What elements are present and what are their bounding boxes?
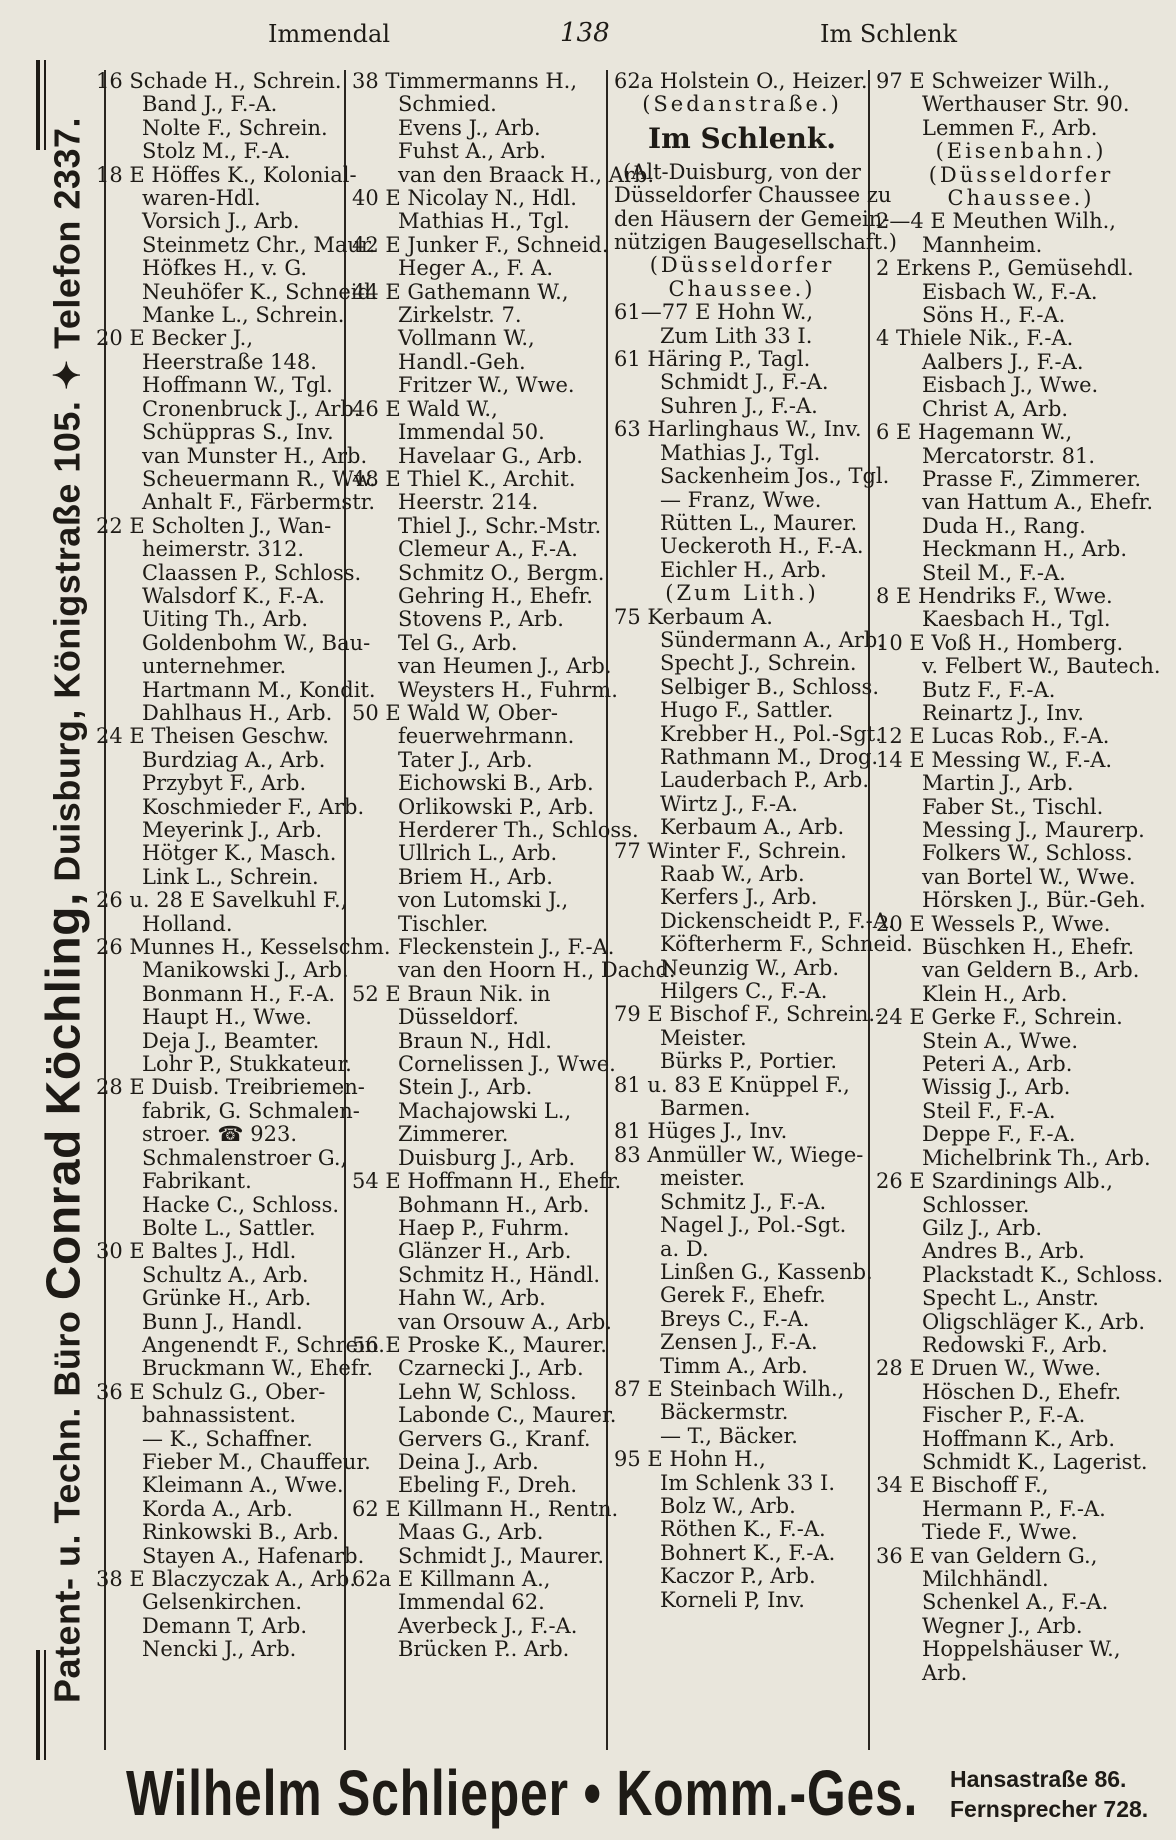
directory-entry: Hörsken J., Bür.-Geh.: [922, 888, 1146, 913]
directory-entry: Dahlhaus H., Arb.: [142, 700, 333, 725]
directory-entry: Specht L., Anstr.: [922, 1286, 1099, 1311]
directory-entry: Timm A., Arb.: [660, 1353, 808, 1378]
directory-entry: Duda H., Rang.: [922, 513, 1086, 538]
directory-entry: van Munster H., Arb.: [142, 443, 368, 468]
directory-entry: Glänzer H., Arb.: [398, 1239, 572, 1264]
directory-entry: Linßen G., Kassenb.: [660, 1259, 873, 1284]
directory-entry: 48 E Thiel K., Archit.: [352, 466, 576, 491]
directory-entry: Lauderbach P., Arb.: [660, 768, 870, 793]
directory-entry: Uiting Th., Arb.: [142, 607, 309, 632]
directory-entry: Redowski F., Arb.: [922, 1332, 1108, 1357]
directory-entry: waren-Hdl.: [142, 186, 261, 211]
directory-entry: Deja J., Beamter.: [142, 1028, 320, 1053]
directory-entry: (Eisenbahn.): [935, 139, 1107, 164]
directory-entry: 26 E Szardinings Alb.,: [876, 1169, 1113, 1194]
footer-company: Wilhelm Schlieper • Komm.-Ges.: [126, 1757, 919, 1829]
directory-entry: Maas G., Arb.: [398, 1520, 544, 1545]
directory-entry: Lemmen F., Arb.: [922, 115, 1098, 140]
directory-entry: 46 E Wald W.,: [352, 396, 498, 421]
directory-entry: 34 E Bischoff F.,: [876, 1473, 1049, 1498]
directory-entry: Gerek F., Ehefr.: [660, 1283, 826, 1308]
directory-entry: Havelaar G., Arb.: [398, 443, 583, 468]
directory-entry: Deppe F., F.-A.: [922, 1122, 1076, 1147]
directory-entry: 4 Thiele Nik., F.-A.: [876, 326, 1074, 351]
directory-entry: 28 E Duisb. Treibriemen-: [96, 1075, 365, 1100]
directory-entry: Manke L., Schrein.: [142, 303, 345, 328]
directory-entry: Heckmann H., Arb.: [922, 537, 1128, 562]
directory-entry: Immendal 50.: [398, 420, 545, 445]
directory-entry: Gilz J., Arb.: [922, 1215, 1043, 1240]
directory-entry: 10 E Voß H., Homberg.: [876, 630, 1124, 655]
directory-entry: Michelbrink Th., Arb.: [922, 1145, 1151, 1170]
directory-entry: Band J., F.-A.: [142, 92, 278, 117]
directory-entry: 44 E Gathemann W.,: [352, 279, 569, 304]
directory-entry: Hoffmann W., Tgl.: [142, 373, 333, 398]
directory-entry: Neuhöfer K., Schneid.: [142, 279, 378, 304]
directory-entry: Claassen P., Schloss.: [142, 560, 362, 585]
directory-entry: 28 E Druen W., Wwe.: [876, 1356, 1102, 1381]
directory-entry: Bohmann H., Arb.: [398, 1192, 590, 1217]
directory-entry: Bolz W., Arb.: [660, 1493, 796, 1518]
directory-entry: Hilgers C., F.-A.: [660, 979, 828, 1004]
directory-entry: Rinkowski B., Arb.: [142, 1520, 340, 1545]
directory-entry: Demann T, Arb.: [142, 1613, 308, 1638]
directory-entry: fabrik, G. Schmalen-: [142, 1098, 360, 1123]
directory-entry: Brücken P.. Arb.: [398, 1637, 570, 1662]
directory-entry: Düsseldorfer Chaussee zu: [614, 183, 892, 208]
directory-entry: van Heumen J., Arb.: [398, 654, 612, 679]
directory-entry: 81 Hüges J., Inv.: [614, 1119, 788, 1144]
directory-entry: Bäckermstr.: [660, 1400, 789, 1425]
directory-entry: Zirkelstr. 7.: [398, 303, 522, 328]
directory-entry: Lohr P., Stukkateur.: [142, 1052, 352, 1077]
directory-entry: Stolz M., F.-A.: [142, 139, 291, 164]
directory-entry: Czarnecki J., Arb.: [398, 1356, 584, 1381]
directory-entry: Bunn J., Handl.: [142, 1309, 303, 1334]
directory-entry: 81 u. 83 E Knüppel F.,: [614, 1072, 850, 1097]
directory-entry: 20 E Becker J.,: [96, 326, 254, 351]
directory-entry: Haep P., Fuhrm.: [398, 1215, 570, 1240]
directory-entry: Holland.: [142, 911, 233, 936]
directory-entry: Arb.: [922, 1660, 968, 1685]
directory-entry: Kerbaum A., Arb.: [660, 815, 845, 840]
directory-entry: Briem H., Arb.: [398, 864, 553, 889]
directory-entry: Heger A., F. A.: [398, 256, 554, 281]
directory-entry: 54 E Hoffmann H., Ehefr.: [352, 1169, 622, 1194]
directory-entry: Kaczor P., Arb.: [660, 1564, 816, 1589]
directory-entry: Hötger K., Masch.: [142, 841, 337, 866]
directory-entry: Raab W., Arb.: [660, 862, 805, 886]
directory-entry: Schmidt J., F.-A.: [660, 370, 829, 395]
footer-phone: Fernsprecher 728.: [950, 1796, 1149, 1822]
directory-entry: Stovens P., Arb.: [398, 607, 564, 632]
directory-entry: Nencki J., Arb.: [142, 1637, 297, 1662]
directory-entry: Eisbach W., F.-A.: [922, 279, 1098, 304]
directory-column-1: [96, 69, 391, 1662]
directory-entry: Chaussee.): [947, 186, 1095, 211]
directory-entry: Orlikowski P., Arb.: [398, 794, 595, 819]
directory-entry: Goldenbohm W., Bau-: [142, 630, 371, 655]
directory-entry: Aalbers J., F.-A.: [922, 349, 1084, 374]
directory-entry: Chaussee.): [668, 276, 816, 301]
directory-entry: Link L., Schrein.: [142, 864, 319, 889]
directory-entry: 2 Erkens P., Gemüsehdl.: [876, 256, 1134, 281]
directory-entry: Zimmerer.: [398, 1122, 509, 1147]
directory-entry: Gelsenkirchen.: [142, 1590, 303, 1615]
directory-entry: 30 E Baltes J., Hdl.: [96, 1239, 297, 1264]
directory-entry: Thiel J., Schr.-Mstr.: [398, 513, 602, 538]
directory-entry: 2—4 E Meuthen Wilh.,: [876, 209, 1116, 234]
directory-entry: Mathias H., Tgl.: [398, 209, 570, 234]
directory-entry: 75 Kerbaum A.: [614, 604, 773, 629]
directory-entry: Prasse F., Zimmerer.: [922, 466, 1142, 491]
directory-entry: (Sedanstraße.): [642, 92, 842, 117]
directory-entry: Steil M., F.-A.: [922, 560, 1066, 585]
directory-entry: Andres B., Arb.: [922, 1239, 1085, 1264]
directory-entry: Fritzer W., Wwe.: [398, 373, 575, 398]
directory-entry: Hermann P., F.-A.: [922, 1496, 1106, 1521]
directory-entry: 22 E Scholten J., Wan-: [96, 513, 332, 538]
directory-entry: Neunzig W., Arb.: [660, 955, 840, 980]
directory-entry: Tiede F., Wwe.: [922, 1520, 1078, 1545]
directory-entry: v. Felbert W., Bautech.: [922, 654, 1161, 679]
directory-entry: Hugo F., Sattler.: [660, 698, 834, 723]
directory-entry: Rathmann M., Drog.: [660, 744, 879, 769]
directory-entry: von Lutomski J.,: [398, 888, 569, 913]
directory-entry: Fischer P., F.-A.: [922, 1403, 1086, 1428]
directory-entry: Mercatorstr. 81.: [922, 443, 1096, 468]
directory-entry: Bohnert K., F.-A.: [660, 1540, 836, 1565]
directory-entry: Fieber M., Chauffeur.: [142, 1449, 371, 1474]
directory-entry: 38 E Blaczyczak A., Arb.: [96, 1567, 357, 1591]
directory-entry: 79 E Bischof F., Schrein.-: [614, 1002, 883, 1027]
directory-entry: Korneli P, Inv.: [660, 1587, 805, 1612]
directory-entry: Deina J., Arb.: [398, 1449, 539, 1474]
directory-entry: 83 Anmüller W., Wiege-: [614, 1142, 864, 1167]
directory-entry: Hahn W., Arb.: [398, 1286, 546, 1311]
directory-entry: 61—77 E Hohn W.,: [614, 300, 814, 325]
directory-entry: 63 Harlinghaus W., Inv.: [614, 417, 862, 442]
directory-entry: Kerfers J., Arb.: [660, 885, 818, 910]
directory-entry: Handl.-Geh.: [398, 349, 526, 374]
footer-advertisement: [110, 1756, 1160, 1832]
directory-entry: Walsdorf K., F.-A.: [142, 583, 325, 608]
directory-entry: 8 E Hendriks F., Wwe.: [876, 583, 1113, 608]
directory-entry: van Geldern B., Arb.: [922, 958, 1140, 983]
directory-entry: van Orsouw A., Arb.: [398, 1309, 612, 1334]
directory-entry: Nagel J., Pol.-Sgt.: [660, 1213, 847, 1238]
directory-entry: Reinartz J., Inv.: [922, 700, 1084, 725]
directory-entry: 95 E Hohn H.,: [614, 1447, 766, 1472]
directory-entry: Fleckenstein J., F.-A.: [398, 935, 615, 960]
directory-entry: Przybyt F., Arb.: [142, 771, 307, 796]
directory-entry: Koschmieder F., Arb.: [142, 794, 365, 819]
directory-entry: Vollmann W.,: [398, 326, 535, 351]
directory-entry: Vorsich J., Arb.: [142, 209, 300, 234]
directory-entry: 77 Winter F., Schrein.: [614, 838, 847, 863]
directory-entry: Düsseldorf.: [398, 1005, 519, 1030]
directory-entry: Specht J., Schrein.: [660, 651, 857, 676]
directory-entry: 14 E Messing W., F.-A.: [876, 747, 1113, 772]
directory-entry: Zum Lith 33 I.: [660, 323, 813, 348]
directory-entry: Hacke C., Schloss.: [142, 1192, 340, 1217]
directory-entry: van Bortel W., Wwe.: [922, 864, 1136, 889]
directory-entry: 42 E Junker F., Schneid.: [352, 232, 609, 257]
directory-column-3: [614, 69, 913, 1612]
directory-entry: Kleimann A., Wwe.: [142, 1473, 344, 1498]
directory-entry: Bonmann H., F.-A.: [142, 981, 336, 1006]
directory-entry: Schmitz H., Händl.: [398, 1262, 601, 1287]
directory-entry: Wegner J., Arb.: [922, 1613, 1083, 1638]
directory-entry: Faber St., Tischl.: [922, 794, 1104, 819]
sidebar-advertisement: [28, 60, 100, 1760]
directory-entry: Zensen J., F.-A.: [660, 1330, 818, 1355]
directory-entry: Höfkes H., v. G.: [142, 256, 308, 281]
directory-entry: Schmidt J., Maurer.: [398, 1543, 605, 1568]
directory-entry: (Zum Lith.): [665, 581, 819, 606]
directory-entry: Mannheim.: [922, 232, 1043, 257]
directory-entry: Meister.: [660, 1025, 747, 1050]
directory-entry: Korda A., Arb.: [142, 1496, 293, 1521]
directory-entry: Meyerink J., Arb.: [142, 818, 323, 842]
directory-entry: Hartmann M., Kondit.: [142, 677, 376, 702]
directory-entry: Manikowski J., Arb.: [142, 958, 349, 983]
directory-entry: Butz F., F.-A.: [922, 677, 1056, 702]
directory-entry: Schlosser.: [922, 1192, 1030, 1217]
directory-entry: 20 E Wessels P., Wwe.: [876, 911, 1111, 936]
directory-entry: Milchhändl.: [922, 1567, 1049, 1591]
directory-entry: Wissig J., Arb.: [922, 1075, 1071, 1100]
directory-entry: nützigen Baugesellschaft.): [614, 230, 897, 255]
directory-entry: Weysters H., Fuhrm.: [398, 677, 618, 702]
directory-entry: heimerstr. 312.: [142, 537, 305, 562]
directory-entry: 87 E Steinbach Wilh.,: [614, 1376, 845, 1401]
directory-entry: Duisburg J., Arb.: [398, 1145, 576, 1170]
directory-entry: Sackenheim Jos., Tgl.: [660, 464, 890, 489]
directory-entry: 97 E Schweizer Wilh.,: [876, 69, 1110, 93]
sidebar-ad-prefix: Patent- u. Techn. Büro: [46, 1300, 88, 1704]
page-header: [0, 14, 1176, 54]
directory-entry: Klein H., Arb.: [922, 981, 1068, 1006]
directory-entry: Steinmetz Chr., Maur.: [142, 232, 376, 257]
directory-entry: Breys C., F.-A.: [660, 1306, 810, 1331]
directory-entry: Schultz A., Arb.: [142, 1262, 309, 1287]
directory-entry: Bruckmann W., Ehefr.: [142, 1356, 374, 1381]
directory-entry: Hoppelshäuser W.,: [922, 1637, 1121, 1662]
directory-entry: 62 E Killmann H., Rentn.: [352, 1496, 619, 1521]
directory-entry: Scheuermann R., Ww.: [142, 466, 376, 491]
directory-entry: Eichler H., Arb.: [660, 557, 827, 582]
directory-entry: Gervers G., Kranf.: [398, 1426, 591, 1451]
directory-entry: 36 E van Geldern G.,: [876, 1543, 1098, 1568]
directory-entry: 24 E Gerke F., Schrein.: [876, 1005, 1123, 1030]
directory-entry: Büschken H., Ehefr.: [922, 935, 1135, 960]
directory-entry: (Alt-Duisburg, von der: [623, 159, 861, 184]
directory-column-4: [876, 70, 1166, 1685]
directory-entry: Gehring H., Ehefr.: [398, 583, 593, 608]
directory-entry: Fabrikant.: [142, 1169, 252, 1194]
directory-entry: Schmidt K., Lagerist.: [922, 1449, 1148, 1474]
directory-entry: Eichowski B., Arb.: [398, 771, 594, 796]
directory-entry: 18 E Höffes K., Kolonial-: [96, 162, 357, 187]
directory-entry: van Hattum A., Ehefr.: [922, 490, 1154, 515]
directory-entry: Stein J., Arb.: [398, 1075, 533, 1100]
directory-entry: Fuhst A., Arb.: [398, 139, 547, 164]
directory-entry: Suhren J., F.-A.: [660, 393, 818, 418]
directory-entry: (Düsseldorfer: [928, 162, 1114, 187]
directory-entry: Folkers W., Schloss.: [922, 841, 1133, 866]
directory-entry: bahnassistent.: [142, 1403, 297, 1428]
directory-entry: 38 Timmermanns H.,: [352, 69, 578, 93]
directory-entry: Oligschläger K., Arb.: [922, 1309, 1146, 1334]
directory-entry: feuerwehrmann.: [398, 724, 575, 749]
directory-entry: 56 E Proske K., Maurer.: [352, 1332, 607, 1357]
directory-entry: Christ A, Arb.: [922, 396, 1069, 421]
directory-entry: Clemeur A., F.-A.: [398, 537, 578, 562]
directory-entry: Martin J., Arb.: [922, 771, 1074, 796]
directory-entry: Bolte L., Sattler.: [142, 1215, 316, 1240]
directory-entry: 50 E Wald W, Ober-: [352, 700, 559, 725]
directory-entry: Selbiger B., Schloss.: [660, 674, 879, 699]
directory-entry: — K., Schaffner.: [142, 1426, 313, 1451]
directory-entry: Im Schlenk.: [647, 121, 837, 155]
directory-entry: Ebeling F., Dreh.: [398, 1473, 578, 1498]
directory-entry: van den Braack H., Arb.: [398, 162, 654, 187]
directory-entry: Kaesbach H., Tgl.: [922, 607, 1111, 632]
directory-entry: Heerstr. 214.: [398, 490, 539, 515]
sidebar-ad-text: [37, 117, 92, 1703]
directory-entry: Ueckeroth H., F.-A.: [660, 534, 864, 559]
directory-entry: van den Hoorn H., Dachd.: [398, 958, 676, 983]
directory-entry: Cornelissen J., Wwe.: [398, 1052, 616, 1077]
running-head-right: Im Schlenk: [820, 20, 958, 48]
directory-entry: Labonde C., Maurer.: [398, 1403, 617, 1428]
directory-entry: Angenendt F., Schrein.: [142, 1332, 385, 1357]
running-head-left: Immendal: [268, 20, 391, 48]
directory-entry: Schmitz J., F.-A.: [660, 1189, 827, 1214]
sidebar-ad-name: Conrad Köchling,: [37, 892, 91, 1301]
directory-column-2: [352, 69, 676, 1662]
directory-entry: 26 Munnes H., Kesselschm.: [96, 935, 391, 960]
directory-entry: Ullrich L., Arb.: [398, 841, 558, 866]
footer-address: Hansastraße 86.: [950, 1766, 1127, 1792]
directory-entry: Peteri A., Arb.: [922, 1052, 1073, 1077]
directory-entry: Tater J., Arb.: [398, 747, 533, 772]
directory-entry: Stein A., Wwe.: [922, 1028, 1079, 1053]
footer-contact: [950, 1764, 1148, 1824]
directory-entry: Köfterherm F., Schneid.: [660, 932, 913, 957]
directory-entry: Wirtz J., F.-A.: [660, 791, 798, 816]
directory-entry: Lehn W, Schloss.: [398, 1379, 577, 1404]
directory-entry: Werthauser Str. 90.: [922, 92, 1130, 117]
directory-entry: Mathias J., Tgl.: [660, 440, 821, 465]
directory-entry: 40 E Nicolay N., Hdl.: [352, 186, 577, 211]
directory-entry: Schmied.: [398, 92, 497, 117]
directory-entry: Röthen K., F.-A.: [660, 1517, 826, 1542]
directory-entry: Schmitz O., Bergm.: [398, 560, 605, 585]
directory-entry: Stayen A., Hafenarb.: [142, 1543, 365, 1568]
directory-entry: 52 E Braun Nik. in: [352, 981, 551, 1006]
directory-entry: unternehmer.: [142, 654, 287, 679]
directory-entry: (Düsseldorfer: [649, 253, 835, 278]
directory-entry: Schmalenstroer G.,: [142, 1145, 348, 1170]
directory-entry: Grünke H., Arb.: [142, 1286, 312, 1311]
directory-entry: Söns H., F.-A.: [922, 303, 1066, 328]
directory-entry: Burdziag A., Arb.: [142, 747, 326, 772]
directory-entry: Höschen D., Ehefr.: [922, 1379, 1122, 1404]
directory-entry: Hoffmann K., Arb.: [922, 1426, 1116, 1451]
directory-entry: 36 E Schulz G., Ober-: [96, 1379, 326, 1404]
directory-entry: a. D.: [660, 1236, 709, 1261]
directory-entry: Schenkel A., F.-A.: [922, 1590, 1109, 1615]
directory-entry: Steil F., F.-A.: [922, 1098, 1056, 1123]
directory-entry: Heerstraße 148.: [142, 349, 317, 374]
directory-entry: Machajowski L.,: [398, 1098, 572, 1123]
directory-entry: Barmen.: [660, 1096, 751, 1121]
directory-entry: Bürks P., Portier.: [660, 1049, 838, 1074]
directory-entry: — T., Bäcker.: [660, 1423, 798, 1448]
directory-entry: Dickenscheidt P., F.-A.: [660, 908, 895, 933]
directory-entry: 62a Holstein O., Heizer.: [614, 69, 868, 93]
directory-entry: Tel G., Arb.: [398, 630, 518, 655]
directory-entry: 24 E Theisen Geschw.: [96, 724, 329, 749]
directory-entry: 62a E Killmann A.,: [352, 1567, 551, 1591]
page-number: 138: [560, 18, 610, 48]
directory-entry: meister.: [660, 1166, 746, 1191]
directory-entry: Anhalt F., Färbermstr.: [142, 490, 376, 515]
directory-entry: Haupt H., Wwe.: [142, 1005, 312, 1030]
directory-entry: den Häusern der Gemein-: [614, 206, 890, 231]
directory-entry: Plackstadt K., Schloss.: [922, 1262, 1164, 1287]
directory-entry: Tischler.: [398, 911, 489, 936]
directory-entry: Sündermann A., Arb.: [660, 627, 885, 652]
directory-entry: Rütten L., Maurer.: [660, 510, 858, 535]
directory-entry: 12 E Lucas Rob., F.-A.: [876, 724, 1110, 749]
directory-entry: stroer. ☎ 923.: [142, 1122, 297, 1147]
directory-entry: 16 Schade H., Schrein.: [96, 69, 342, 93]
directory-entry: 26 u. 28 E Savelkuhl F.,: [96, 888, 348, 913]
directory-entry: Cronenbruck J., Arb.: [142, 396, 361, 421]
directory-entry: Herderer Th., Schloss.: [398, 818, 639, 842]
directory-entry: Schüppras S., Inv.: [142, 420, 334, 445]
directory-entry: Averbeck J., F.-A.: [398, 1613, 578, 1638]
directory-entry: 61 Häring P., Tagl.: [614, 347, 811, 372]
sidebar-ad-suffix: Duisburg, Königstraße 105. ✦ Telefon 2337.: [46, 116, 88, 893]
directory-entry: Im Schlenk 33 I.: [660, 1470, 835, 1495]
directory-entry: Messing J., Maurerp.: [922, 818, 1145, 842]
directory-entry: Krebber H., Pol.-Sgt.: [660, 721, 882, 746]
directory-entry: — Franz, Wwe.: [660, 487, 822, 512]
directory-entry: Evens J., Arb.: [398, 115, 541, 140]
directory-entry: Eisbach J., Wwe.: [922, 373, 1099, 398]
directory-entry: Immendal 62.: [398, 1590, 545, 1615]
directory-entry: Braun N., Hdl.: [398, 1028, 552, 1053]
directory-entry: 6 E Hagemann W.,: [876, 420, 1073, 445]
directory-entry: Nolte F., Schrein.: [142, 115, 328, 140]
